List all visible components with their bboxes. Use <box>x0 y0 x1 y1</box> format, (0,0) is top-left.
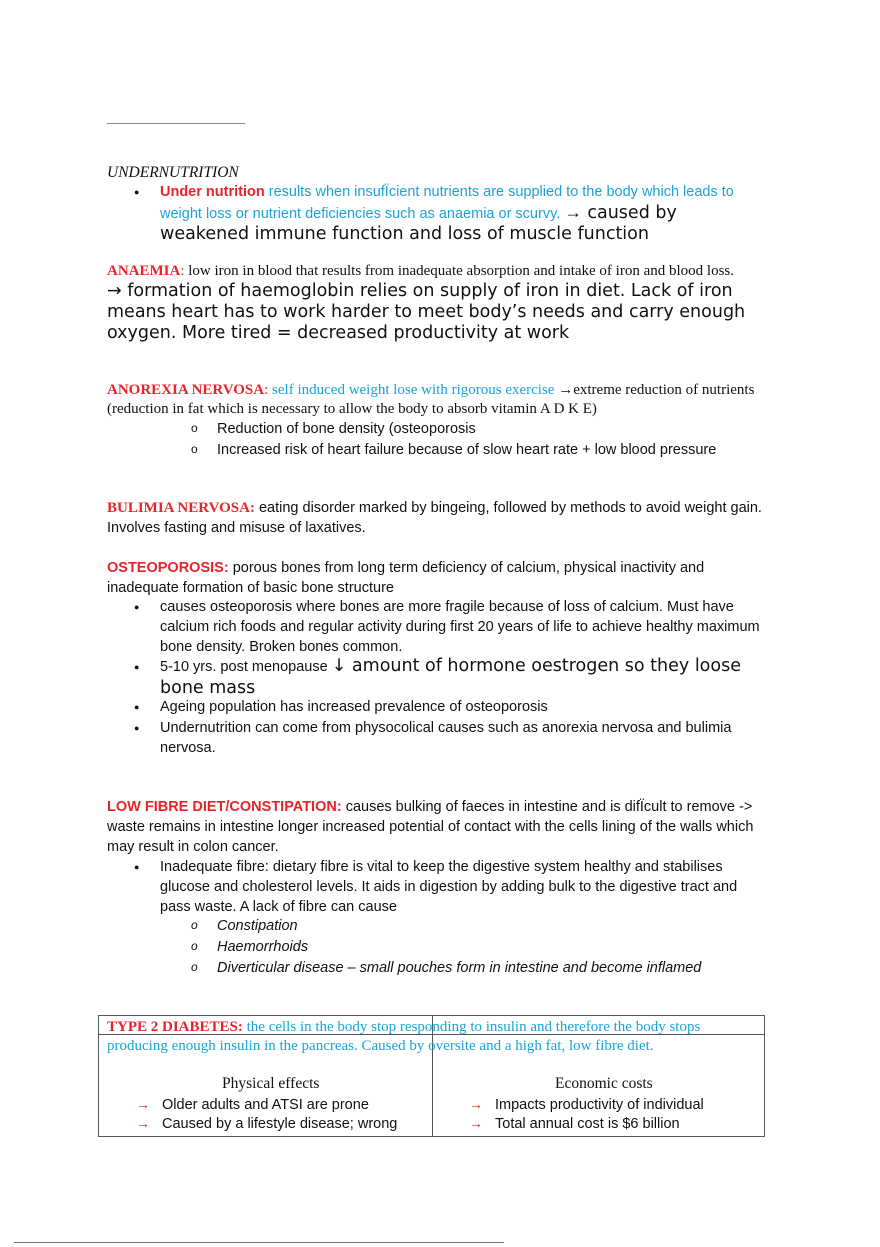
term-anaemia: ANAEMIA <box>107 263 181 279</box>
anorexia-definition: self induced weight lose with rigorous exercise <box>268 382 559 398</box>
diabetes-definition: the cells in the body stop responding to insulin and therefore the body stops producing enough insulin in the pancreas. Caused by oversite and a high fat, low fibre diet. <box>107 1019 701 1054</box>
arrow-icon: → <box>469 1096 483 1112</box>
term-low-fibre: LOW FIBRE DIET/CONSTIPATION: <box>107 799 342 815</box>
undernutrition-text: results when insufÏcient nutrients are supplied to the body which leads to weight loss or nutrient deficiencies such as anaemia or scurvy. <box>160 184 734 222</box>
fibre-definition: causes bulking of faeces in intestine and is difÏcult to remove -> waste remains in intestine longer increased potential of contact with the cells lining of the walls which may result in colon cancer. <box>107 799 754 855</box>
term-bulimia: BULIMIA NERVOSA: <box>107 500 255 516</box>
physical-effects-title: Physical effects <box>222 1075 320 1092</box>
term-osteoporosis: OSTEOPOROSIS: <box>107 560 229 576</box>
fibre-section <box>107 797 767 857</box>
anorexia-colon: : <box>264 382 269 398</box>
down-arrow-icon: ↓ <box>331 656 347 676</box>
bullet-dot: ● <box>134 602 140 612</box>
fibre-subitem: Diverticular disease – small pouches form in intestine and become inflamed <box>217 960 702 976</box>
bullet-dot: ● <box>134 187 140 197</box>
diabetes-text <box>107 1018 757 1056</box>
bullet-dot: ● <box>134 723 140 733</box>
bulimia-section <box>107 498 767 538</box>
menopause-text: 5-10 yrs. post menopause <box>160 659 332 675</box>
term-undernutrition: Under nutrition <box>160 184 265 200</box>
osteoporosis-section <box>107 558 767 598</box>
menopause-effect: amount of hormone oestrogen so they loose bone mass <box>160 656 741 698</box>
anorexia-effect: extreme reduction of nutrients (reduction in fat which is necessary to allow the body to absorb vitamin A D K E) <box>107 382 755 417</box>
physical-effect-item: Older adults and ATSI are prone <box>162 1097 369 1113</box>
undernutrition-effect: caused by weakened immune function and loss of muscle function <box>160 203 677 244</box>
fibre-bullet: Inadequate fibre: dietary fibre is vital to keep the digestive system healthy and stabilises glucose and cholesterol levels. It aids in digestion by adding bulk to the digestive tract and pass waste. A lack of fibre can cause <box>160 859 738 915</box>
osteoporosis-bullet: causes osteoporosis where bones are more fragile because of loss of calcium. Must have calcium rich foods and regular activity during first 20 years of life to achieve healthy maximum bone density. Broken bones common. <box>160 599 760 655</box>
physical-effect-item: Caused by a lifestyle disease; wrong <box>162 1116 398 1132</box>
circle-bullet: o <box>191 939 198 953</box>
osteoporosis-bullet: Undernutrition can come from physocolical causes such as anorexia nervosa and bulimia nervosa. <box>160 720 732 756</box>
anorexia-subitem: Increased risk of heart failure because of slow heart rate + low blood pressure <box>217 442 717 458</box>
circle-bullet: o <box>191 442 198 456</box>
economic-costs-title: Economic costs <box>555 1075 653 1092</box>
arrow-icon: → <box>136 1115 150 1131</box>
circle-bullet: o <box>191 918 198 932</box>
osteoporosis-bullet <box>160 656 760 699</box>
anaemia-colon: : <box>180 263 185 279</box>
fibre-subitem: Constipation <box>217 918 298 934</box>
undernutrition-item <box>160 182 765 245</box>
arrow-icon: → <box>558 382 574 398</box>
footer-rule <box>14 1242 504 1243</box>
osteoporosis-bullet: Ageing population has increased prevalence of osteoporosis <box>160 699 548 715</box>
arrow-icon: → <box>564 202 582 222</box>
arrow-icon: → <box>107 281 122 301</box>
fibre-subitem: Haemorrhoids <box>217 939 309 955</box>
anorexia-subitem: Reduction of bone density (osteoporosis <box>217 421 476 437</box>
circle-bullet: o <box>191 960 198 974</box>
circle-bullet: o <box>191 421 198 435</box>
osteoporosis-definition: porous bones from long term deficiency of calcium, physical inactivity and inadequate formation of basic bone structure <box>107 560 705 596</box>
anaemia-effect: formation of haemoglobin relies on supply of iron in diet. Lack of iron means heart has to work harder to meet body’s needs and carry enough oxygen. More tired = decreased productivity at work <box>107 281 746 343</box>
term-anorexia: ANOREXIA NERVOSA <box>107 382 265 398</box>
header-rule <box>107 123 245 124</box>
anaemia-section <box>107 262 767 344</box>
arrow-icon: → <box>136 1096 150 1112</box>
bullet-dot: ● <box>134 662 140 672</box>
anorexia-section <box>107 381 767 419</box>
bullet-dot: ● <box>134 862 140 872</box>
anaemia-definition: low iron in blood that results from inadequate absorption and intake of iron and blood loss. <box>184 263 735 279</box>
economic-cost-item: Total annual cost is $6 billion <box>495 1116 680 1132</box>
bullet-dot: ● <box>134 702 140 712</box>
page-heading: UNDERNUTRITION <box>107 164 239 181</box>
arrow-icon: → <box>469 1115 483 1131</box>
term-diabetes: TYPE 2 DIABETES: <box>107 1019 243 1035</box>
bulimia-definition: eating disorder marked by bingeing, followed by methods to avoid weight gain. Involves fasting and misuse of laxatives. <box>107 500 762 536</box>
economic-cost-item: Impacts productivity of individual <box>495 1097 704 1113</box>
